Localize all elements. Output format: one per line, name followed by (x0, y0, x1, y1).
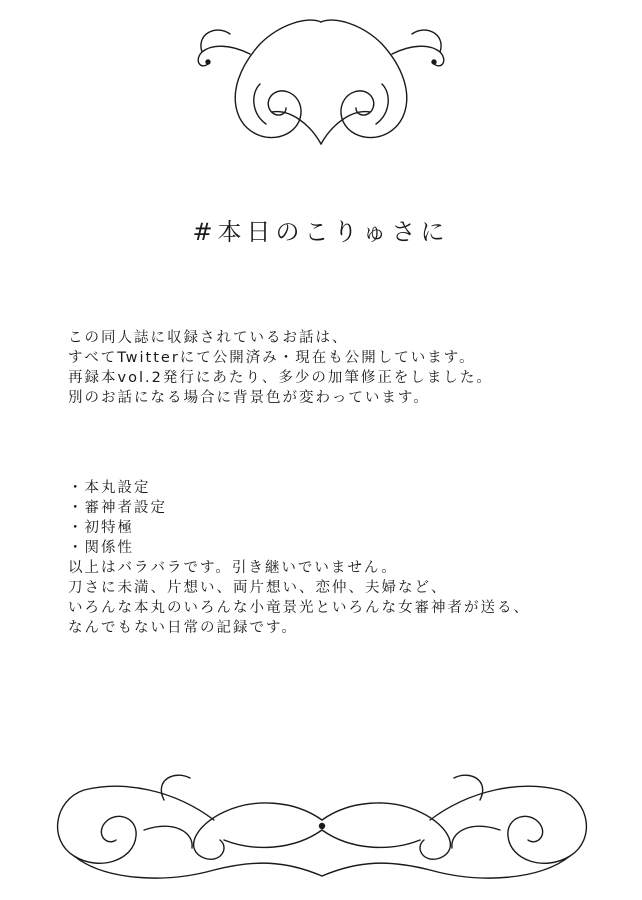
settings-item-honmaru: ・本丸設定 (68, 480, 151, 496)
intro-line: 別のお話になる場合に背景色が変わっています。 (68, 390, 430, 406)
settings-item-tokkiwame: ・初特極 (68, 520, 134, 536)
flourish-ornament-bottom (44, 760, 600, 890)
intro-line: この同人誌に収録されているお話は、 (68, 330, 349, 346)
page-title: #本日のこりゅさに (192, 218, 450, 246)
settings-note-line: 以上はバラバラです。引き継いでいません。 (68, 560, 398, 576)
settings-note-line: いろんな本丸のいろんな小竜景光といろんな女審神者が送る、 (68, 600, 530, 616)
settings-item-saniwa: ・審神者設定 (68, 500, 167, 516)
settings-note-line: なんでもない日常の記録です。 (68, 620, 298, 636)
intro-line: すべてTwitterにて公開済み・現在も公開しています。 (68, 350, 476, 366)
settings-note-line: 刀さに未満、片想い、両片想い、恋仲、夫婦など、 (68, 580, 448, 596)
settings-item-relationship: ・関係性 (68, 540, 134, 556)
intro-line: 再録本vol.2発行にあたり、多少の加筆修正をしました。 (68, 370, 493, 386)
intro-paragraph (68, 328, 493, 408)
flourish-ornament-top (190, 14, 452, 152)
settings-notes (68, 478, 530, 638)
